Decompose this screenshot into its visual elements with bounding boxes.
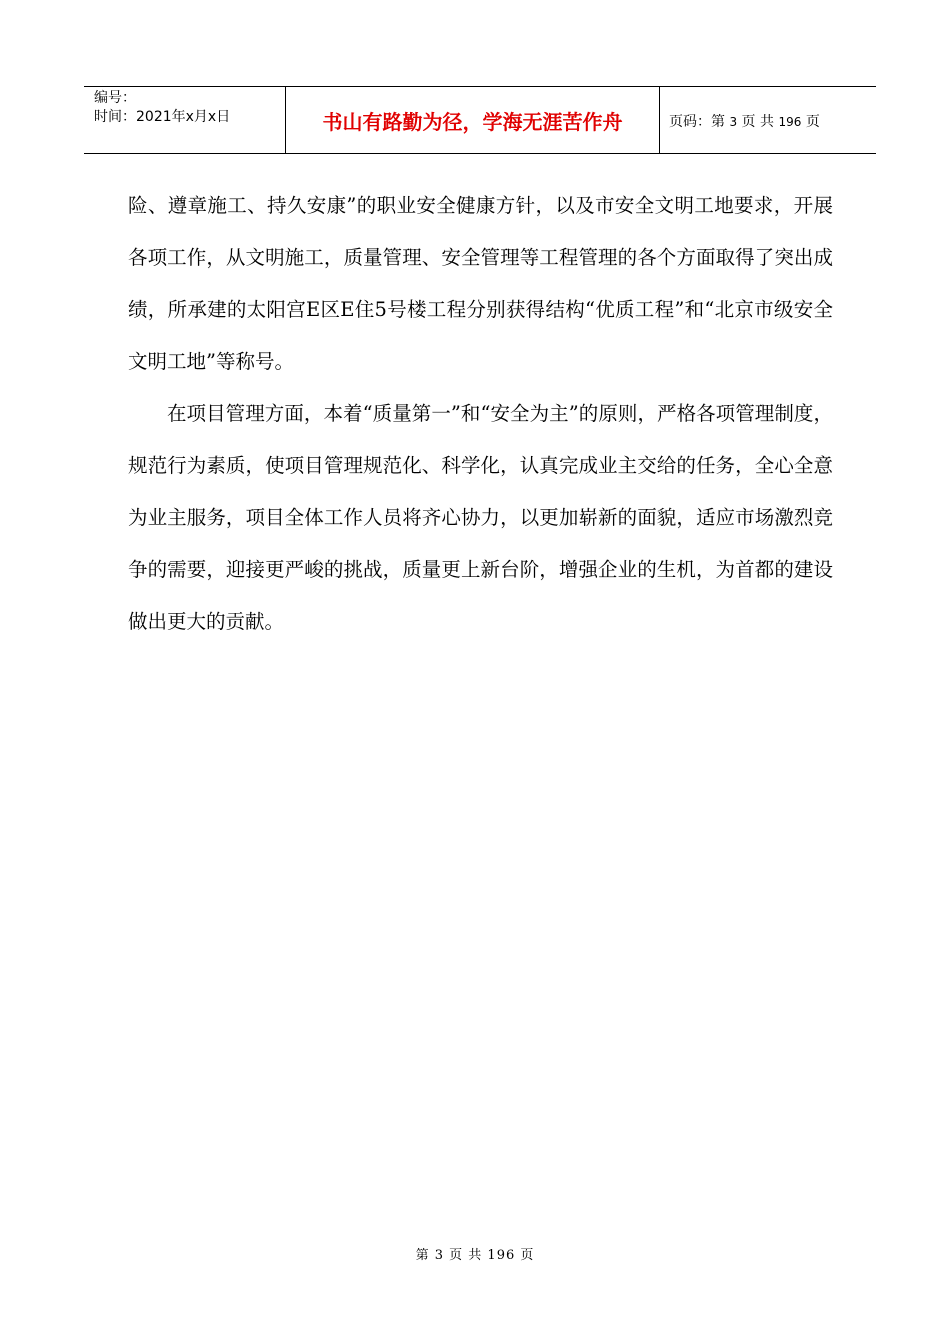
- document-body: [128, 180, 833, 648]
- header-motto: 书山有路勤为径，学海无涯苦作舟: [322, 110, 623, 134]
- document-number-label: 编号：: [94, 90, 136, 106]
- document-header: [84, 86, 876, 154]
- page-footer: 第 3 页 共 196 页: [415, 1248, 535, 1263]
- header-page-total: 196: [778, 115, 802, 129]
- document-time-label: 时间：2021年x月x日: [94, 109, 231, 125]
- header-divider-right: [659, 87, 660, 153]
- body-paragraph-2: 在项目管理方面，本着“质量第一”和“安全为主”的原则，严格各项管理制度，规范行为素质，使项目管理规范化、科学化，认真完成业主交给的任务，全心全意为业主服务，项目全体工作人员将齐心协力，以更加崭新的面貌，适应市场激烈竞争的需要，迎接更严峻的挑战，质量更上新台阶，增强企业的生机，为首都的建设做出更大的贡献。: [128, 402, 833, 633]
- header-page-middle: 页 共: [741, 114, 774, 130]
- header-meta: [94, 89, 230, 127]
- body-paragraph-1: 险、遵章施工、持久安康”的职业安全健康方针，以及市安全文明工地要求，开展各项工作，从文明施工，质量管理、安全管理等工程管理的各个方面取得了突出成绩，所承建的太阳宫E区E住5号楼工程分别获得结构“优质工程”和“北京市级安全文明工地”等称号。: [128, 194, 833, 373]
- header-page-current: 3: [729, 115, 738, 129]
- header-page-prefix: 页码：第: [669, 114, 725, 130]
- header-page-suffix: 页: [805, 114, 820, 130]
- header-page-number: [669, 112, 820, 132]
